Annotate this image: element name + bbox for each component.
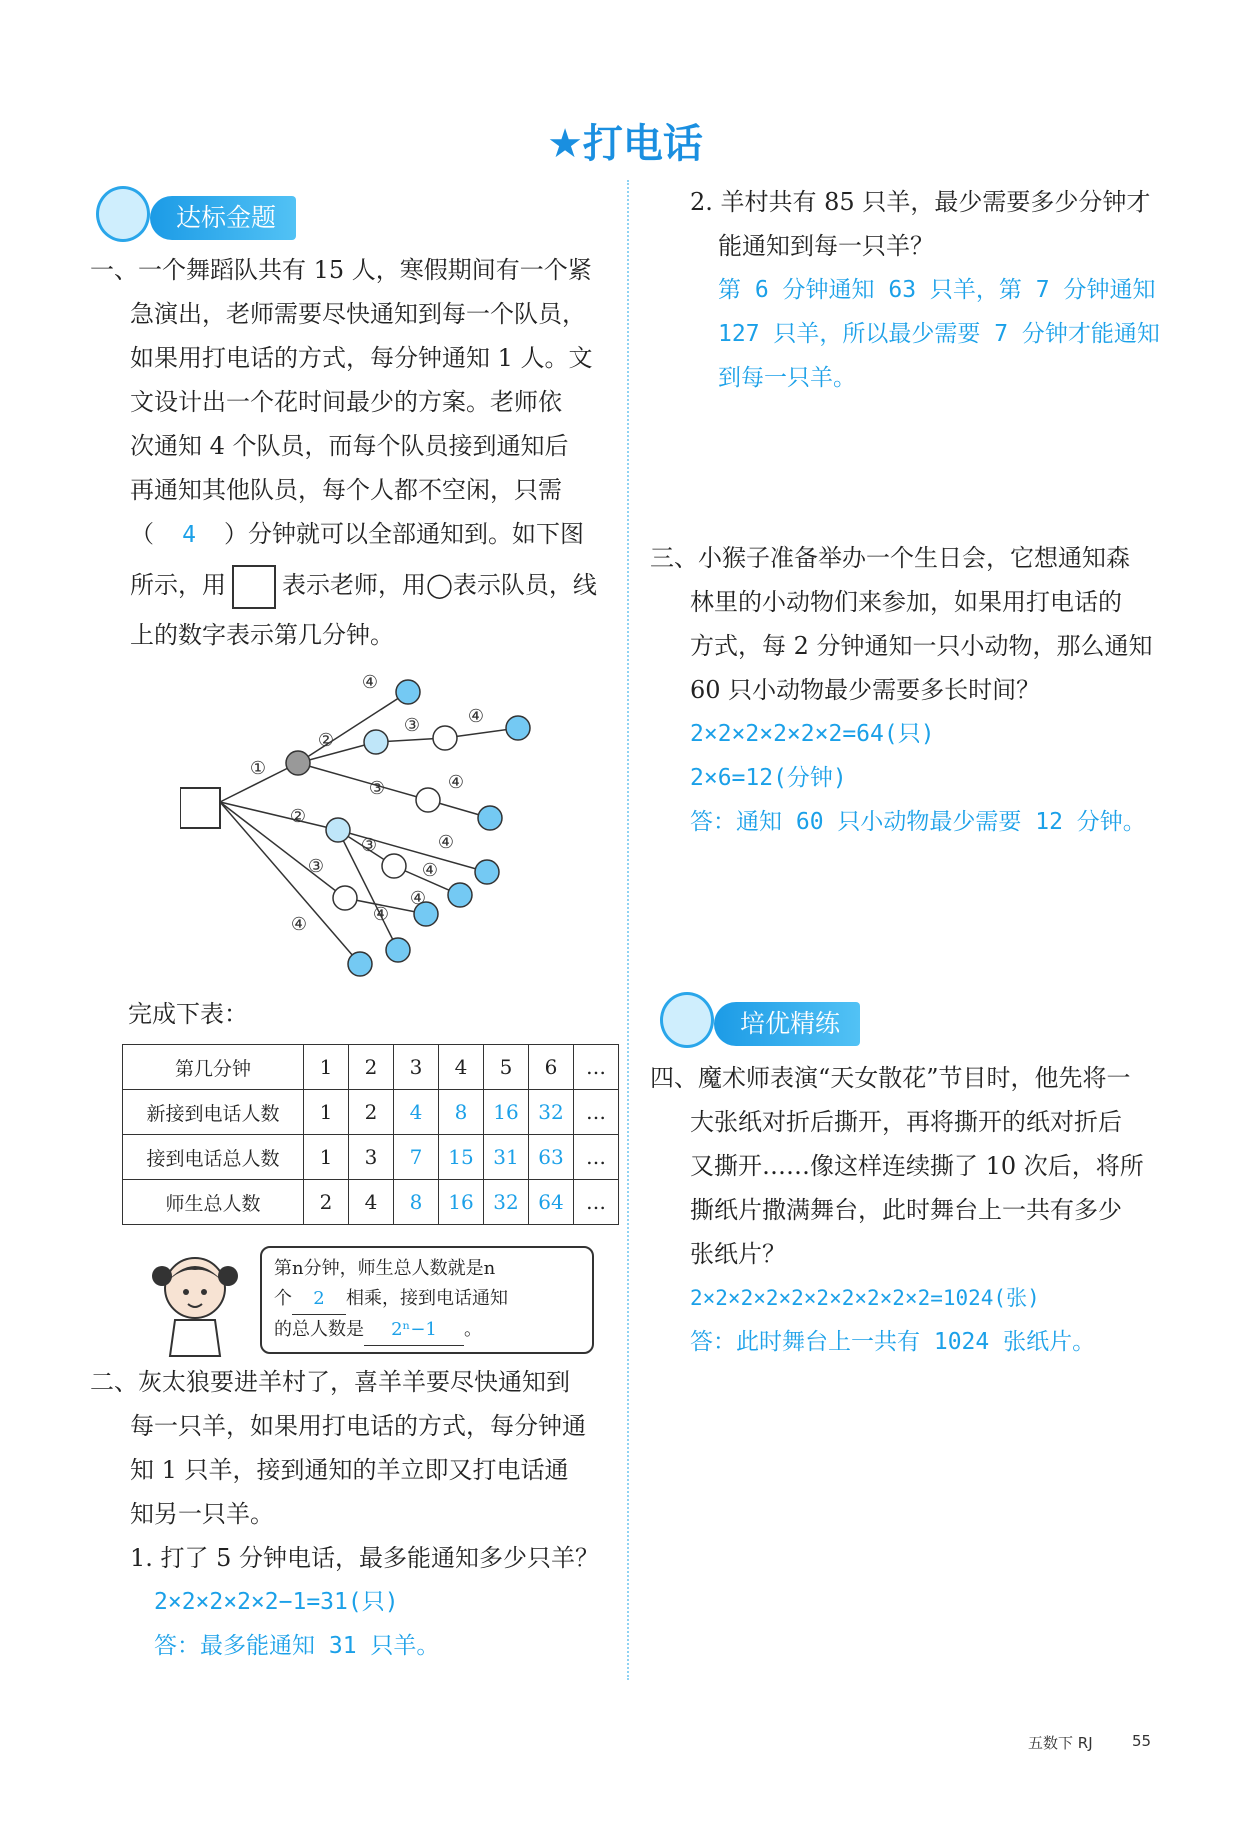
edge-label: ④ [372, 904, 390, 925]
bubble-text: 。 [464, 1319, 482, 1340]
question-2-part-2 [690, 180, 1190, 400]
q2-sub1-answer: 2×2×2×2×2−1=31(只) [154, 1589, 399, 1615]
member-node [348, 952, 372, 976]
table-cell-answer: 32 [529, 1090, 574, 1135]
q1-legend-line [90, 557, 610, 613]
q4-line: 撕纸片撒满舞台，此时舞台上一共有多少 [690, 1196, 1122, 1224]
bubble-answer: 2 [292, 1284, 346, 1315]
table-cell: … [574, 1135, 619, 1180]
bubble-line3 [274, 1315, 580, 1346]
q3-line: 三、小猴子准备举办一个生日会，它想通知森 [650, 544, 1130, 572]
blank-close: ）分钟就可以全部通知到。如下图 [224, 520, 584, 548]
phone-tree-diagram [180, 670, 560, 990]
q1-line: 如果用打电话的方式，每分钟通知 1 人。文 [130, 344, 593, 372]
table-cell: … [574, 1045, 619, 1090]
edge-label: ① [249, 758, 267, 779]
table-row [123, 1045, 619, 1090]
q1-line: 文设计出一个花时间最少的方案。老师依 [130, 388, 562, 416]
question-2 [90, 1360, 620, 1668]
q2-sub1: 1. 打了 5 分钟电话，最多能通知多少只羊？ [130, 1544, 600, 1572]
table-cell-answer: 16 [439, 1180, 484, 1225]
table-cell-answer: 4 [394, 1090, 439, 1135]
table-cell: 3 [349, 1135, 394, 1180]
edge-label: ③ [307, 856, 325, 877]
q2-sub1-answer: 答：最多能通知 31 只羊。 [154, 1633, 440, 1659]
q3-line: 林里的小动物们来参加，如果用打电话的 [690, 588, 1122, 616]
question-1 [90, 248, 610, 657]
edge-label: ② [317, 730, 335, 751]
table-cell: 2 [349, 1090, 394, 1135]
table-cell-answer: 16 [484, 1090, 529, 1135]
table-cell-answer: 7 [394, 1135, 439, 1180]
member-node [386, 938, 410, 962]
minutes-table [122, 1044, 619, 1225]
q3-answer: 2×6=12(分钟) [690, 765, 847, 791]
panda-mascot-icon [96, 186, 150, 242]
q1-line: 次通知 4 个队员，而每个队员接到通知后 [130, 432, 569, 460]
edge-label: ④ [421, 860, 439, 881]
edge-label: ④ [447, 772, 465, 793]
table-cell: 5 [484, 1045, 529, 1090]
q3-line: 60 只小动物最少需要多长时间？ [690, 676, 1041, 704]
q4-answer: 2×2×2×2×2×2×2×2×2×2=1024(张) [690, 1286, 1040, 1310]
table-cell: 1 [304, 1135, 349, 1180]
q2-line: 二、灰太狼要进羊村了，喜羊羊要尽快通知到 [90, 1368, 570, 1396]
member-node [333, 886, 357, 910]
table-cell: … [574, 1180, 619, 1225]
table-row [123, 1090, 619, 1135]
member-node [475, 860, 499, 884]
q2-sub2-line: 能通知到每一只羊？ [718, 232, 934, 260]
table-cell: 4 [349, 1180, 394, 1225]
edge-label: ④ [361, 672, 379, 693]
q3-line: 方式，每 2 分钟通知一只小动物，那么通知 [690, 632, 1153, 660]
q2-line: 每一只羊，如果用打电话的方式，每分钟通 [130, 1412, 586, 1440]
table-cell: 1 [304, 1045, 349, 1090]
table-cell: 6 [529, 1045, 574, 1090]
table-cell-answer: 31 [484, 1135, 529, 1180]
member-node [326, 818, 350, 842]
q4-answer: 答：此时舞台上一共有 1024 张纸片。 [690, 1329, 1096, 1355]
girl-illustration-icon [150, 1248, 240, 1358]
q3-answer: 答：通知 60 只小动物最少需要 12 分钟。 [690, 809, 1146, 835]
q2-line: 知另一只羊。 [130, 1500, 274, 1528]
member-node [506, 716, 530, 740]
table-cell: 2 [349, 1045, 394, 1090]
member-node [364, 730, 388, 754]
q2-sub2-answer: 127 只羊，所以最少需要 7 分钟才能通知 [718, 321, 1160, 347]
q2-sub2-answer: 第 6 分钟通知 63 只羊，第 7 分钟通知 [718, 277, 1156, 303]
question-3 [650, 536, 1210, 844]
bubble-text: 相乘，接到电话通知 [346, 1288, 508, 1309]
member-node [396, 680, 420, 704]
edge-label: ④ [409, 888, 427, 909]
table-cell-answer: 15 [439, 1135, 484, 1180]
q1-blank-line [90, 512, 610, 557]
column-divider [627, 180, 629, 1680]
page-number: 55 [1132, 1732, 1152, 1750]
member-node [286, 751, 310, 775]
question-4 [650, 1056, 1210, 1364]
table-cell: 师生总人数 [123, 1180, 304, 1225]
table-cell: 3 [394, 1045, 439, 1090]
bubble-line1: 第n分钟，师生总人数就是n [274, 1258, 496, 1279]
page-title: ★打电话 [547, 121, 703, 167]
table-cell: 4 [439, 1045, 484, 1090]
q4-line: 又撕开……像这样连续撕了 10 次后，将所 [690, 1152, 1144, 1180]
q1-legend-end: 上的数字表示第几分钟。 [130, 621, 394, 649]
table-cell-answer: 8 [439, 1090, 484, 1135]
table-cell: 2 [304, 1180, 349, 1225]
member-node [478, 806, 502, 830]
member-node [416, 788, 440, 812]
legend-mid: 表示老师，用◯表示队员，线 [282, 571, 597, 599]
panda-mascot-icon [660, 992, 714, 1048]
q2-sub2-line: 2. 羊村共有 85 只羊，最少需要多少分钟才 [690, 188, 1151, 216]
table-cell: 接到电话总人数 [123, 1135, 304, 1180]
bubble-text: 的总人数是 [274, 1319, 364, 1340]
q2-line: 知 1 只羊，接到通知的羊立即又打电话通 [130, 1456, 569, 1484]
blank-open: （ [130, 520, 154, 548]
section-banner-advanced: 培优精练 [714, 1002, 860, 1046]
table-cell: 第几分钟 [123, 1045, 304, 1090]
q3-answer: 2×2×2×2×2×2=64(只) [690, 721, 935, 747]
table-cell-answer: 64 [529, 1180, 574, 1225]
edge-label: ④ [437, 832, 455, 853]
q1-line: 急演出，老师需要尽快通知到每一个队员， [130, 300, 586, 328]
bubble-line2 [274, 1284, 580, 1315]
table-intro: 完成下表： [128, 1000, 248, 1028]
q4-line: 四、魔术师表演“天女散花”节目时，他先将一 [650, 1064, 1131, 1092]
q4-line: 大张纸对折后撕开，再将撕开的纸对折后 [690, 1108, 1122, 1136]
q1-line: 一、一个舞蹈队共有 15 人，寒假期间有一个紧 [90, 256, 592, 284]
table-cell: 1 [304, 1090, 349, 1135]
bubble-answer: 2ⁿ−1 [364, 1315, 464, 1346]
table-cell: 新接到电话人数 [123, 1090, 304, 1135]
edge-label: ② [289, 806, 307, 827]
edge-label: ④ [290, 914, 308, 935]
edge-label: ④ [467, 706, 485, 727]
q2-sub2-answer: 到每一只羊。 [718, 365, 856, 391]
table-cell-answer: 63 [529, 1135, 574, 1180]
teacher-node [180, 788, 220, 828]
edge-label: ③ [403, 715, 421, 736]
member-node [448, 883, 472, 907]
legend-prefix: 所示，用 [130, 571, 226, 599]
footer-book-label: 五数下 RJ [1028, 1734, 1093, 1752]
edge-label: ③ [360, 835, 378, 856]
edge-label: ③ [368, 778, 386, 799]
bubble-text: 个 [274, 1288, 292, 1309]
table-cell-answer: 8 [394, 1180, 439, 1225]
table-cell-answer: 32 [484, 1180, 529, 1225]
q4-line: 张纸片？ [690, 1240, 786, 1268]
table-cell: … [574, 1090, 619, 1135]
q1-line: 再通知其他队员，每个人都不空闲，只需 [130, 476, 562, 504]
teacher-square-icon [232, 565, 276, 609]
section-banner-basic: 达标金题 [150, 196, 296, 240]
table-row [123, 1180, 619, 1225]
speech-bubble [260, 1246, 594, 1354]
member-node [382, 854, 406, 878]
blank-answer: 4 [182, 522, 196, 548]
member-node [433, 726, 457, 750]
table-row [123, 1135, 619, 1180]
